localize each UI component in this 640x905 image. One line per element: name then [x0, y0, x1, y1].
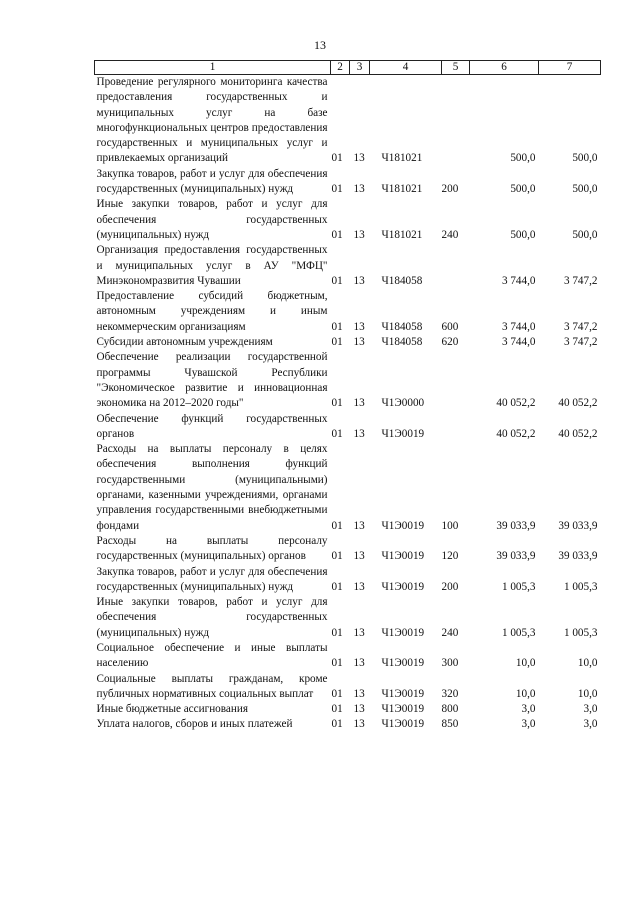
header-cell: 3 — [350, 61, 370, 75]
amount-year1-cell: 40 052,2 — [496, 397, 536, 410]
subsection-code-cell: 13 — [353, 687, 365, 700]
page-number: 13 — [314, 38, 326, 52]
amount-year2-cell: 500,0 — [572, 228, 598, 241]
amount-year1-cell: 500,0 — [510, 183, 536, 196]
table-row — [95, 289, 601, 335]
section-code-cell: 01 — [331, 718, 343, 731]
expense-type-cell: 620 — [441, 336, 459, 349]
item-name-cell: Социальное обеспечение и иные выплаты населению — [96, 641, 328, 670]
amount-year1-cell: 3 744,0 — [501, 320, 536, 333]
subsection-code-cell: 13 — [353, 274, 365, 287]
item-name-cell: Социальные выплаты гражданам, кроме публичных нормативных социальных выплат — [96, 672, 328, 700]
table-row — [95, 534, 601, 565]
amount-year1-cell: 3,0 — [521, 703, 536, 716]
expense-type-cell: 800 — [441, 703, 459, 716]
expense-type-cell: 240 — [441, 626, 459, 639]
target-article-cell: Ч184058 — [381, 320, 423, 333]
amount-year2-cell: 1 005,3 — [563, 626, 598, 639]
table-row — [95, 717, 601, 732]
subsection-code-cell: 13 — [353, 626, 365, 639]
header-cell: 7 — [539, 61, 601, 75]
table-row — [95, 641, 601, 672]
item-name-cell: Субсидии автономным учреждениям — [96, 336, 273, 349]
budget-table — [94, 60, 601, 733]
expense-type-cell: 240 — [441, 228, 459, 241]
subsection-code-cell: 13 — [353, 336, 365, 349]
expense-type-cell: 300 — [441, 657, 459, 670]
header-cell: 2 — [331, 61, 350, 75]
item-name-cell: Иные закупки товаров, работ и услуг для обеспечения государственных (муниципальных) нужд — [96, 198, 328, 241]
amount-year1-cell: 3 744,0 — [501, 274, 536, 287]
item-name-cell: Иные бюджетные ассигнования — [96, 703, 248, 716]
table-header — [95, 61, 601, 75]
subsection-code-cell: 13 — [353, 397, 365, 410]
target-article-cell: Ч181021 — [381, 183, 423, 196]
expense-type-cell: 120 — [441, 550, 459, 563]
section-code-cell: 01 — [331, 580, 343, 593]
amount-year1-cell: 1 005,3 — [501, 580, 536, 593]
table-row — [95, 243, 601, 289]
expense-type-cell — [442, 350, 470, 411]
header-row — [95, 61, 601, 75]
item-name-cell: Расходы на выплаты персоналу в целях обеспечения выполнения функций государственными (муниципальными) органами, казенными учреждениями, органами управления государственными внебюджетными фондами — [96, 443, 328, 532]
amount-year1-cell: 10,0 — [515, 687, 536, 700]
expense-type-cell — [442, 412, 470, 443]
amount-year1-cell: 3,0 — [521, 718, 536, 731]
amount-year2-cell: 500,0 — [572, 183, 598, 196]
target-article-cell: Ч1Э0000 — [381, 397, 425, 410]
item-name-cell: Расходы на выплаты персоналу государственных (муниципальных) органов — [96, 534, 328, 563]
header-cell: 1 — [95, 61, 331, 75]
table-row — [95, 75, 601, 167]
item-name-cell: Обеспечение реализации государственной программы Чувашской Республики "Экономическое развитие и инновационная экономика на 2012–2020 годы" — [96, 351, 328, 410]
amount-year1-cell: 500,0 — [510, 228, 536, 241]
item-name-cell: Организация предоставления государственных и муниципальных услуг в АУ "МФЦ" Минэкономразвития Чувашии — [96, 244, 328, 287]
amount-year1-cell: 40 052,2 — [496, 427, 536, 440]
expense-type-cell: 600 — [441, 320, 459, 333]
amount-year1-cell: 3 744,0 — [501, 336, 536, 349]
item-name-cell: Уплата налогов, сборов и иных платежей — [96, 718, 293, 731]
subsection-code-cell: 13 — [353, 183, 365, 196]
amount-year2-cell: 39 033,9 — [558, 519, 598, 532]
target-article-cell: Ч1Э0019 — [381, 703, 425, 716]
target-article-cell: Ч1Э0019 — [381, 519, 425, 532]
table-row — [95, 412, 601, 443]
item-name-cell: Проведение регулярного мониторинга качества предоставления государственных и муниципальных услуг на базе многофункциональных центров предоставления государственных и муниципальных услуг и привлекаемых организаций — [96, 76, 328, 165]
item-name-cell: Закупка товаров, работ и услуг для обеспечения государственных (муниципальных) нужд — [96, 565, 328, 593]
expense-type-cell — [442, 243, 470, 289]
table-row — [95, 442, 601, 534]
table-row — [95, 335, 601, 350]
section-code-cell: 01 — [331, 519, 343, 532]
item-name-cell: Закупка товаров, работ и услуг для обеспечения государственных (муниципальных) нужд — [96, 167, 328, 196]
item-name-cell: Предоставление субсидий бюджетным, автономным учреждениям и иным некоммерческим организациям — [96, 290, 328, 333]
section-code-cell: 01 — [331, 703, 343, 716]
subsection-code-cell: 13 — [353, 580, 365, 593]
expense-type-cell: 320 — [441, 687, 459, 700]
amount-year2-cell: 39 033,9 — [558, 550, 598, 563]
section-code-cell: 01 — [331, 427, 343, 440]
amount-year2-cell: 40 052,2 — [558, 427, 598, 440]
amount-year2-cell: 10,0 — [577, 687, 598, 700]
table-row — [95, 167, 601, 198]
target-article-cell: Ч1Э0019 — [381, 580, 425, 593]
target-article-cell: Ч184058 — [381, 336, 423, 349]
target-article-cell: Ч1Э0019 — [381, 687, 425, 700]
subsection-code-cell: 13 — [353, 320, 365, 333]
amount-year1-cell: 10,0 — [515, 657, 536, 670]
section-code-cell: 01 — [331, 397, 343, 410]
section-code-cell: 01 — [331, 550, 343, 563]
section-code-cell: 01 — [331, 320, 343, 333]
expense-type-cell — [442, 75, 470, 167]
expense-type-cell: 200 — [441, 183, 459, 196]
amount-year2-cell: 3 747,2 — [563, 274, 598, 287]
target-article-cell: Ч1Э0019 — [381, 626, 425, 639]
section-code-cell: 01 — [331, 626, 343, 639]
section-code-cell: 01 — [331, 687, 343, 700]
item-name-cell: Обеспечение функций государственных органов — [96, 412, 328, 440]
amount-year2-cell: 10,0 — [577, 657, 598, 670]
table-row — [95, 197, 601, 243]
table-row — [95, 350, 601, 411]
header-cell: 4 — [370, 61, 442, 75]
section-code-cell: 01 — [331, 152, 343, 165]
section-code-cell: 01 — [331, 183, 343, 196]
amount-year2-cell: 3,0 — [583, 718, 598, 731]
amount-year1-cell: 39 033,9 — [496, 550, 536, 563]
target-article-cell: Ч181021 — [381, 152, 423, 165]
amount-year2-cell: 3,0 — [583, 703, 598, 716]
subsection-code-cell: 13 — [353, 657, 365, 670]
subsection-code-cell: 13 — [353, 519, 365, 532]
amount-year2-cell: 3 747,2 — [563, 320, 598, 333]
header-cell: 6 — [470, 61, 539, 75]
target-article-cell: Ч1Э0019 — [381, 427, 425, 440]
section-code-cell: 01 — [331, 336, 343, 349]
target-article-cell: Ч1Э0019 — [381, 718, 425, 731]
amount-year2-cell: 3 747,2 — [563, 336, 598, 349]
subsection-code-cell: 13 — [353, 718, 365, 731]
subsection-code-cell: 13 — [353, 427, 365, 440]
table-row — [95, 595, 601, 641]
amount-year1-cell: 500,0 — [510, 152, 536, 165]
table-body — [95, 75, 601, 733]
table-row — [95, 672, 601, 703]
table-row — [95, 702, 601, 717]
section-code-cell: 01 — [331, 274, 343, 287]
amount-year1-cell: 39 033,9 — [496, 519, 536, 532]
amount-year2-cell: 40 052,2 — [558, 397, 598, 410]
amount-year1-cell: 1 005,3 — [501, 626, 536, 639]
subsection-code-cell: 13 — [353, 703, 365, 716]
amount-year2-cell: 1 005,3 — [563, 580, 598, 593]
target-article-cell: Ч1Э0019 — [381, 657, 425, 670]
target-article-cell: Ч184058 — [381, 274, 423, 287]
header-cell: 5 — [442, 61, 470, 75]
table-row — [95, 565, 601, 596]
target-article-cell: Ч181021 — [381, 228, 423, 241]
subsection-code-cell: 13 — [353, 152, 365, 165]
expense-type-cell: 200 — [441, 580, 459, 593]
target-article-cell: Ч1Э0019 — [381, 550, 425, 563]
subsection-code-cell: 13 — [353, 550, 365, 563]
item-name-cell: Иные закупки товаров, работ и услуг для обеспечения государственных (муниципальных) нужд — [96, 596, 328, 639]
section-code-cell: 01 — [331, 657, 343, 670]
expense-type-cell: 100 — [441, 519, 459, 532]
section-code-cell: 01 — [331, 228, 343, 241]
expense-type-cell: 850 — [441, 718, 459, 731]
subsection-code-cell: 13 — [353, 228, 365, 241]
amount-year2-cell: 500,0 — [572, 152, 598, 165]
